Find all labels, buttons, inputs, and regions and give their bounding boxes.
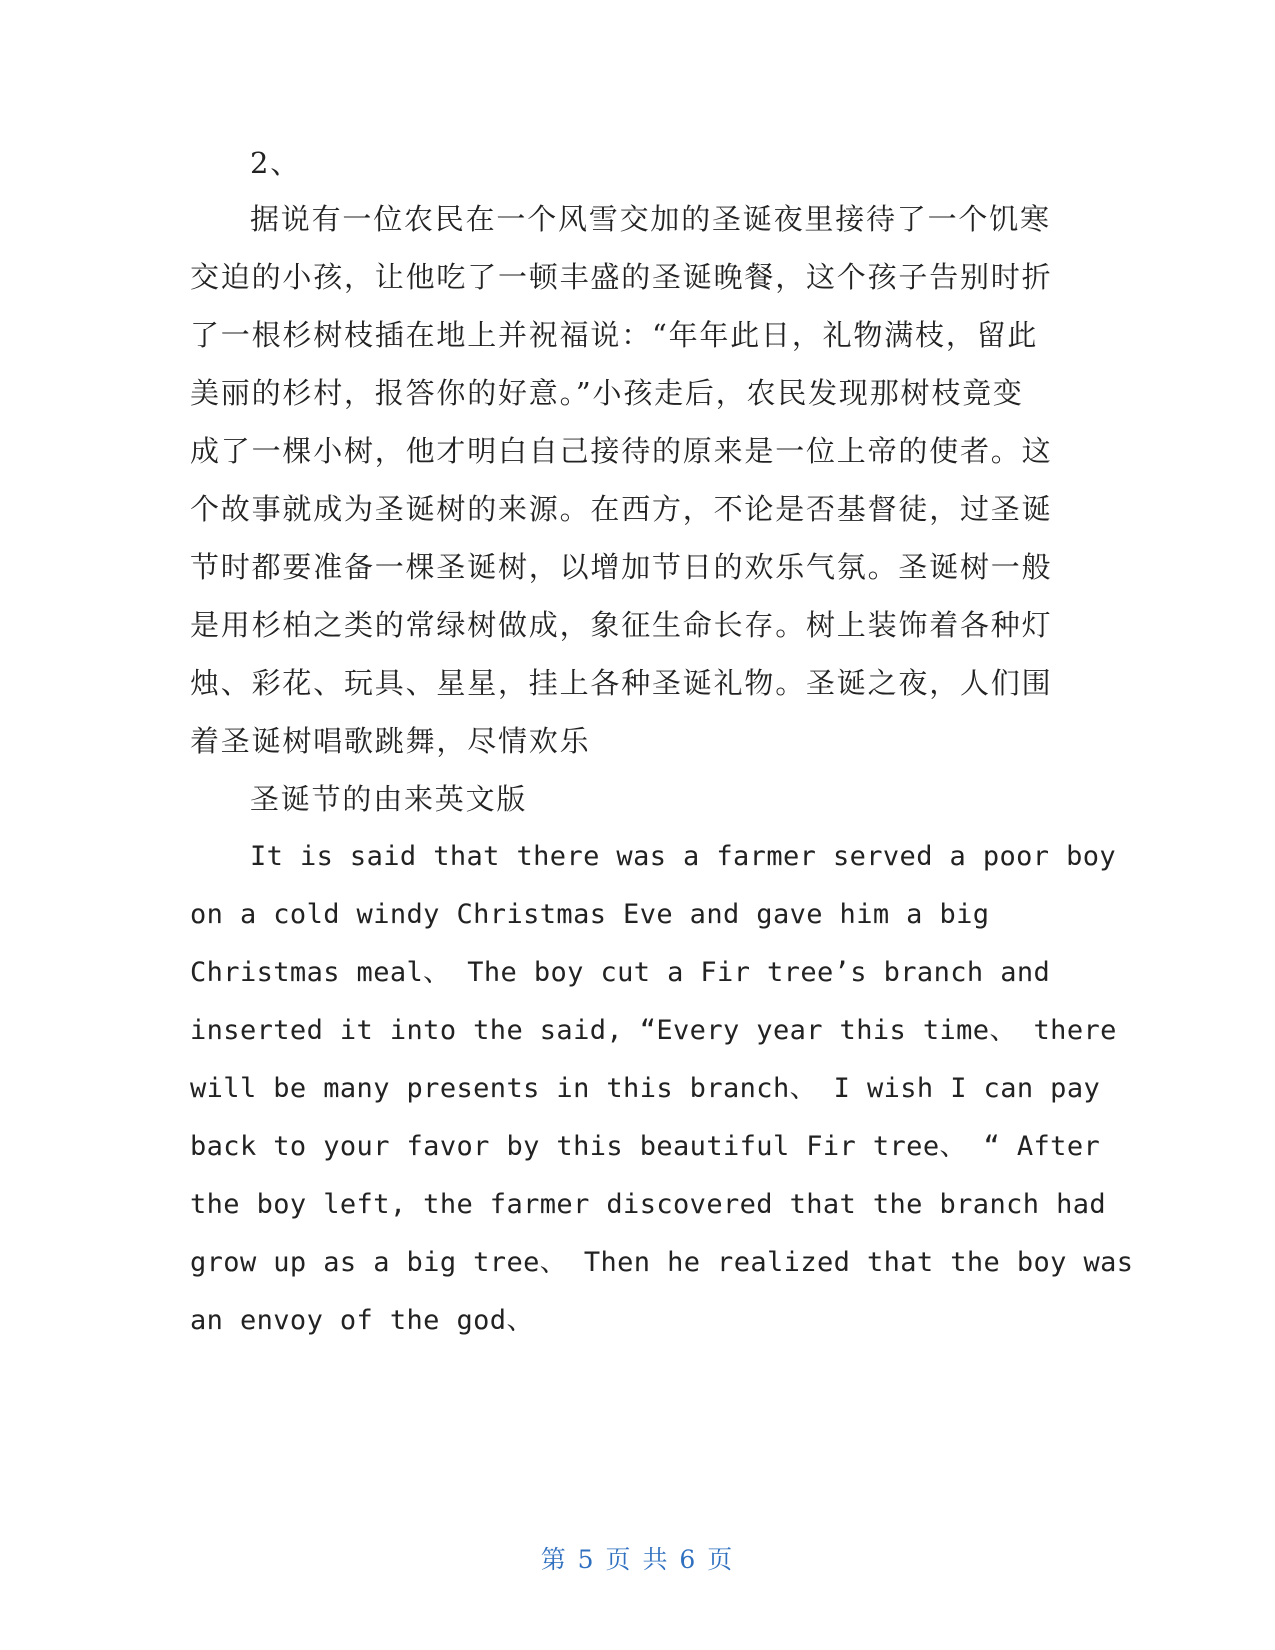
- cn-paragraph-line: 是用杉柏之类的常绿树做成，象征生命长存。树上装饰着各种灯: [190, 608, 1053, 642]
- en-paragraph-line: on a cold windy Christmas Eve and gave him a big: [190, 899, 990, 930]
- cn-paragraph-line: 据说有一位农民在一个风雪交加的圣诞夜里接待了一个饥寒: [250, 202, 1051, 236]
- en-paragraph-line: grow up as a big tree、 Then he realized that the boy was: [190, 1247, 1134, 1278]
- cn-paragraph-line: 了一根杉树枝插在地上并祝福说：“年年此日，礼物满枝，留此: [190, 318, 1039, 352]
- cn-paragraph-line: 着圣诞树唱歌跳舞，尽情欢乐: [190, 724, 591, 758]
- cn-paragraph-line: 交迫的小孩，让他吃了一顿丰盛的圣诞晚餐，这个孩子告别时折: [190, 260, 1053, 294]
- english-version-heading: 圣诞节的由来英文版: [250, 782, 528, 816]
- cn-paragraph-line: 成了一棵小树，他才明白自己接待的原来是一位上帝的使者。这: [190, 434, 1053, 468]
- page-number-footer: 第 5 页 共 6 页: [540, 1545, 735, 1574]
- en-paragraph-line: back to your favor by this beautiful Fir tree、 “ After: [190, 1131, 1101, 1162]
- en-paragraph-line: inserted it into the said, “Every year this time、 there: [190, 1015, 1117, 1046]
- cn-paragraph-line: 美丽的杉村，报答你的好意。”小孩走后，农民发现那树枝竟变: [190, 376, 1024, 410]
- en-paragraph-line: an envoy of the god、: [190, 1305, 534, 1336]
- en-paragraph-line: Christmas meal、 The boy cut a Fir tree’s branch and: [190, 957, 1051, 988]
- en-paragraph-line: It is said that there was a farmer served a poor boy: [250, 841, 1117, 872]
- cn-paragraph-line: 烛、彩花、玩具、星星，挂上各种圣诞礼物。圣诞之夜，人们围: [190, 666, 1053, 700]
- cn-paragraph-line: 节时都要准备一棵圣诞树，以增加节日的欢乐气氛。圣诞树一般: [190, 550, 1053, 584]
- en-paragraph-line: the boy left, the farmer discovered that the branch had: [190, 1189, 1107, 1220]
- en-paragraph-line: will be many presents in this branch、 I wish I can pay: [190, 1073, 1101, 1104]
- section-number: 2、: [250, 146, 302, 180]
- cn-paragraph-line: 个故事就成为圣诞树的来源。在西方，不论是否基督徒，过圣诞: [190, 492, 1053, 526]
